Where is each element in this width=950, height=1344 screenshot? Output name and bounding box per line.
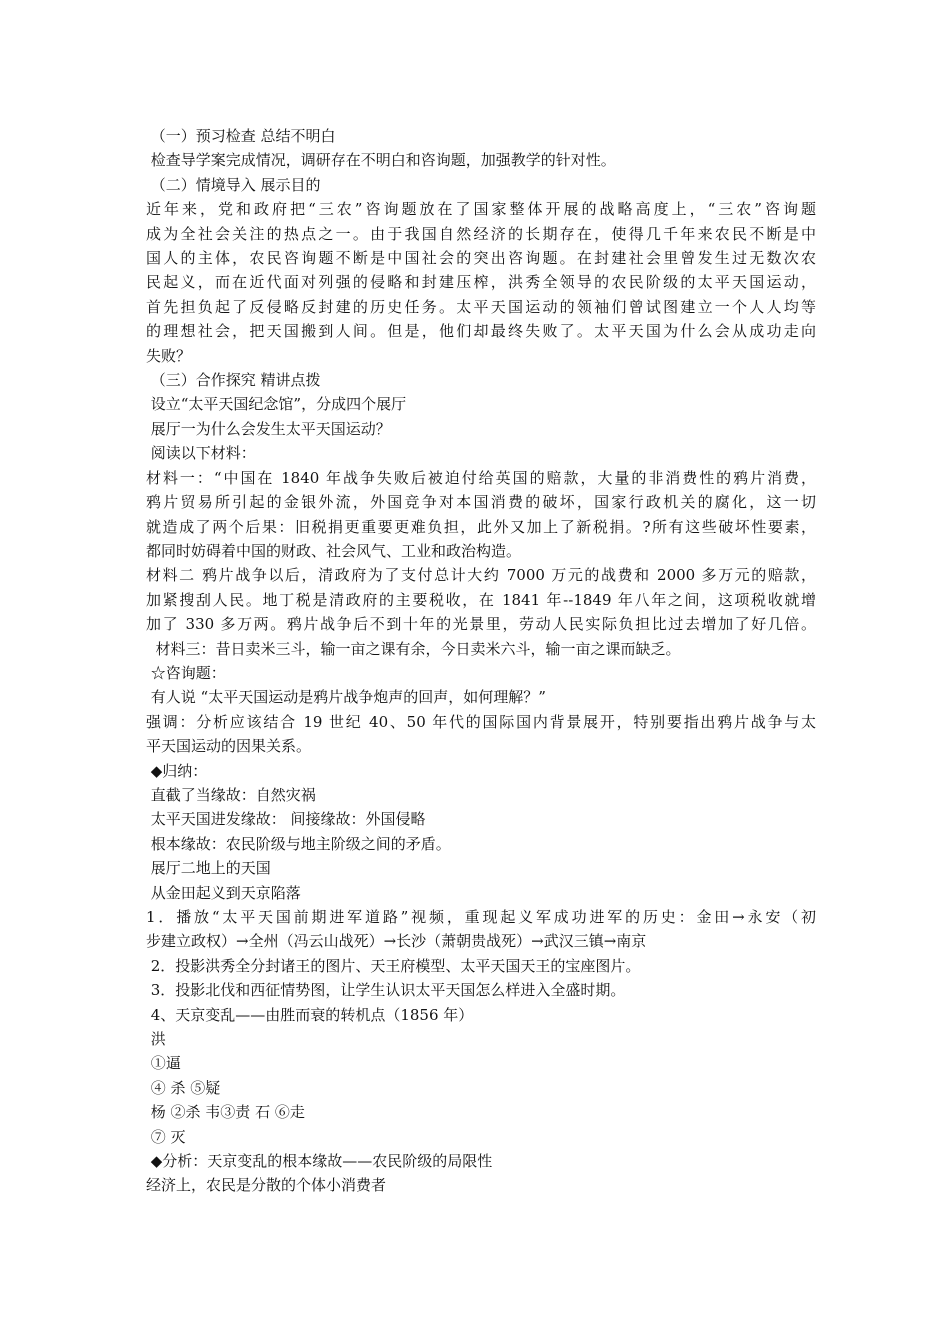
text-line: 材料三：昔日卖米三斗，输一亩之课有余，今日卖米六斗，输一亩之课而缺乏。 <box>146 639 681 658</box>
text-line: ④ 杀 ⑤疑 <box>146 1078 221 1097</box>
text-line: 直截了当缘故：自然灾祸 <box>146 785 316 804</box>
text-line: 近年来，党和政府把“三农”咨询题放在了国家整体开展的战略高度上，“三农”咨询题 <box>146 200 816 219</box>
text-line: ⑦ 灭 <box>146 1127 186 1146</box>
text-line: 有人说 “太平天国运动是鸦片战争炮声的回声，如何理解？” <box>146 688 546 707</box>
text-line: 强调：分析应该结合 19 世纪 40、50 年代的国际国内背景展开，特别要指出鸦片战争与太 <box>146 712 816 731</box>
text-line: 检查导学案完成情况，调研存在不明白和咨询题，加强教学的针对性。 <box>146 151 616 170</box>
text-line: 步建立政权）→全州（冯云山战死）→长沙（萧朝贵战死）→武汉三镇→南京 <box>146 932 647 951</box>
text-line: 经济上，农民是分散的个体小消费者 <box>146 1176 387 1195</box>
document-page <box>146 124 816 1198</box>
text-line: ◆分析：天京变乱的根本缘故——农民阶级的局限性 <box>146 1152 493 1171</box>
text-line: 杨 ②杀 韦③责 石 ⑥走 <box>146 1103 305 1122</box>
text-line: 首先担负起了反侵略反封建的历史任务。太平天国运动的领袖们曾试图建立一个人人均等 <box>146 297 816 316</box>
text-line: （二）情境导入 展示目的 <box>146 175 321 194</box>
text-line: 平天国运动的因果关系。 <box>146 737 312 756</box>
text-line: ◆归纳： <box>146 761 208 780</box>
text-line: 都同时妨碍着中国的财政、社会风气、工业和政治构造。 <box>146 541 522 560</box>
text-line: 1．播放“太平天国前期进军道路”视频，重现起义军成功进军的历史：金田→永安（初 <box>146 908 816 926</box>
text-line: 洪 <box>146 1030 166 1049</box>
text-line: 阅读以下材料： <box>146 444 256 463</box>
text-line: 加了 330 多万两。鸦片战争后不到十年的光景里，劳动人民实际负担比过去增加了好几倍。 <box>146 615 816 634</box>
text-line: 鸦片贸易所引起的金银外流，外国竞争对本国消费的破坏，国家行政机关的腐化，这一切 <box>146 493 816 512</box>
text-line: ☆咨询题： <box>146 663 226 682</box>
text-line: 国人的主体，农民咨询题不断是中国社会的突出咨询题。在封建社会里曾发生过无数次农 <box>146 249 816 268</box>
text-line: 4、天京变乱——由胜而衰的转机点（1856 年） <box>146 1005 474 1024</box>
text-line: 太平天国进发缘故： 间接缘故：外国侵略 <box>146 810 426 829</box>
text-line: 3．投影北伐和西征情势图，让学生认识太平天国怎么样进入全盛时期。 <box>146 981 626 1000</box>
text-line: 根本缘故：农民阶级与地主阶级之间的矛盾。 <box>146 834 451 853</box>
text-line: 成为全社会关注的热点之一。由于我国自然经济的长期存在，使得几千年来农民不断是中 <box>146 224 816 243</box>
text-line: （三）合作探究 精讲点拨 <box>146 371 321 390</box>
text-line: 材料二 鸦片战争以后，清政府为了支付总计大约 7000 万元的战费和 2000 多万元的赔款， <box>146 566 816 585</box>
text-line: 2．投影洪秀全分封诸王的图片、天王府模型、太平天国天王的宝座图片。 <box>146 956 641 975</box>
text-line: 设立“太平天国纪念馆”，分成四个展厅 <box>146 395 407 414</box>
text-line: 从金田起义到天京陷落 <box>146 883 301 902</box>
text-line: 的理想社会，把天国搬到人间。但是，他们却最终失败了。太平天国为什么会从成功走向 <box>146 322 816 341</box>
text-line: 展厅一为什么会发生太平天国运动？ <box>146 419 391 438</box>
text-line: 展厅二地上的天国 <box>146 859 271 878</box>
text-line: 民起义，而在近代面对列强的侵略和封建压榨，洪秀全领导的农民阶级的太平天国运动， <box>146 273 816 292</box>
text-line: 加紧搜刮人民。地丁税是清政府的主要税收，在 1841 年--1849 年八年之间，这项税收就增 <box>146 590 816 609</box>
text-line: 失败？ <box>146 346 192 365</box>
text-line: （一）预习检查 总结不明白 <box>146 127 336 145</box>
text-line: ①逼 <box>146 1054 181 1073</box>
text-line: 就造成了两个后果：旧税捐更重要更难负担，此外又加上了新税捐。?所有这些破坏性要素， <box>146 517 816 536</box>
text-line: 材料一：“中国在 1840 年战争失败后被迫付给英国的赔款，大量的非消费性的鸦片消费， <box>146 468 816 487</box>
